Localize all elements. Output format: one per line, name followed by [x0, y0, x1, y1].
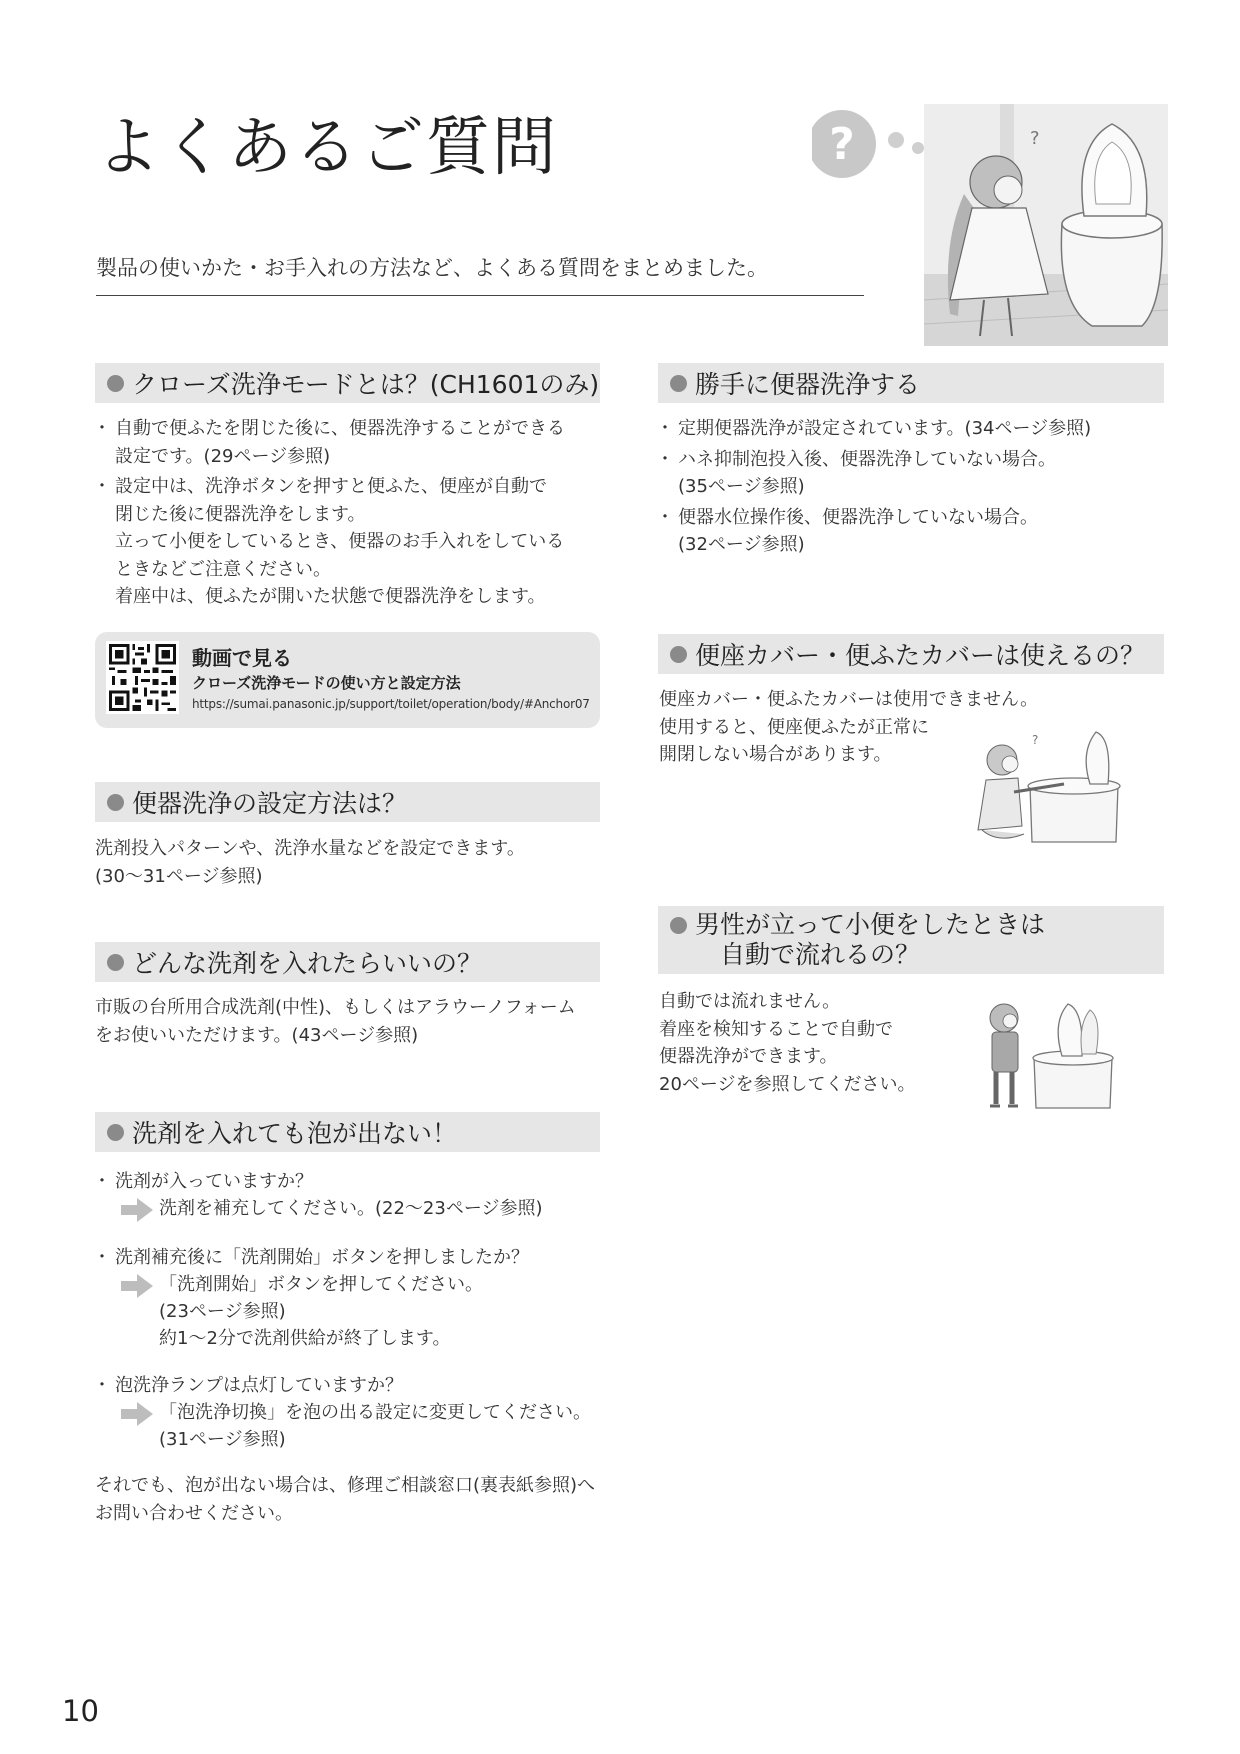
- no-foam-qa-1: ・ 洗剤が入っていますか？ 洗剤を補充してください。(22〜23ページ参照): [97, 1168, 617, 1222]
- section-heading-no-foam: 洗剤を入れても泡が出ない！: [95, 1112, 600, 1152]
- svg-text:?: ?: [1032, 733, 1039, 747]
- list-item: ・ 設定中は、洗浄ボタンを押すと便ふた、便座が自動で 閉じた後に便器洗浄をします。 立って小便をしているとき、便器のお手入れをしている ときなどご注意ください。 着座中は、便ふたが開いた状態で便器洗浄をします。: [97, 473, 617, 611]
- section-heading-standing-urination: 男性が立って小便をしたときは 自動で流れるの？: [658, 906, 1164, 974]
- qr-code-icon[interactable]: [106, 641, 179, 714]
- hero-question-mark: ?: [829, 119, 855, 170]
- section-heading-seat-cover: 便座カバー・便ふたカバーは使えるの？: [658, 634, 1164, 674]
- video-title: 動画で見る: [192, 646, 292, 670]
- bullet-icon: [107, 794, 124, 811]
- video-subtitle: クローズ洗浄モードの使い方と設定方法: [192, 674, 461, 692]
- seat-cover-text: 便座カバー・便ふたカバーは使用できません。 使用すると、便座便ふたが正常に 開閉しない場合があります。: [659, 689, 1039, 765]
- list-item: ・ 自動で便ふたを閉じた後に、便器洗浄することができる 設定です。(29ページ参照): [97, 415, 617, 470]
- svg-text:?: ?: [1030, 128, 1040, 149]
- answer: 「泡洗浄切換」を泡の出る設定に変更してください。 (31ページ参照): [97, 1399, 617, 1453]
- no-foam-qa-3: ・ 泡洗浄ランプは点灯していますか？ 「泡洗浄切換」を泡の出る設定に変更してください。 (31ページ参照): [97, 1372, 617, 1453]
- arrow-right-icon: [119, 1197, 155, 1223]
- arrow-right-icon: [119, 1273, 155, 1299]
- bullet-icon: [670, 646, 687, 663]
- no-foam-qa-2: ・ 洗剤補充後に「洗剤開始」ボタンを押しましたか？ 「洗剤開始」ボタンを押してください。 (23ページ参照) 約1〜2分で洗剤供給が終了します。: [97, 1244, 617, 1352]
- standing-boy-illustration: [978, 996, 1118, 1116]
- no-foam-footer: それでも、泡が出ない場合は、修理ご相談窓口(裏表紙参照)へ お問い合わせください。: [95, 1475, 596, 1524]
- list-item: ・ ハネ抑制泡投入後、便器洗浄していない場合。 (35ページ参照): [660, 446, 1170, 501]
- video-url-link[interactable]: https://sumai.panasonic.jp/support/toilet/operation/body/#Anchor07: [192, 697, 590, 711]
- section-heading-flush-settings: 便器洗浄の設定方法は？: [95, 782, 600, 822]
- page-subtitle: 製品の使いかた・お手入れの方法など、よくある質問をまとめました。: [96, 256, 768, 280]
- bullet-icon: [107, 375, 124, 392]
- hero-illustration: [812, 104, 1168, 346]
- bullet-icon: [107, 1124, 124, 1141]
- title-divider: [96, 295, 864, 296]
- arrow-right-icon: [119, 1401, 155, 1427]
- bullet-icon: [670, 375, 687, 392]
- page-title: よくあるご質問: [96, 111, 558, 185]
- seat-cover-illustration: [968, 730, 1128, 850]
- auto-flush-list: [660, 415, 1170, 559]
- section-heading-detergent-type: どんな洗剤を入れたらいいの？: [95, 942, 600, 982]
- bullet-icon: [107, 954, 124, 971]
- standing-urination-text: 自動では流れません。 着座を検知することで自動で 便器洗浄ができます。 20ページを参照してください。: [659, 991, 916, 1095]
- list-item: ・ 便器水位操作後、便器洗浄していない場合。 (32ページ参照): [660, 504, 1170, 559]
- detergent-type-text: 市販の台所用合成洗剤(中性)、もしくはアラウーノフォーム をお使いいただけます。(43ページ参照): [95, 997, 576, 1046]
- flush-settings-text: 洗剤投入パターンや、洗浄水量などを設定できます。 (30〜31ページ参照): [95, 838, 525, 887]
- answer: 洗剤を補充してください。(22〜23ページ参照): [97, 1195, 617, 1222]
- close-mode-list: [97, 415, 617, 611]
- section-heading-auto-flush: 勝手に便器洗浄する: [658, 363, 1164, 403]
- section-heading-close-mode: クローズ洗浄モードとは？(CH1601のみ): [95, 363, 600, 403]
- bullet-icon: [670, 917, 687, 934]
- answer: 「洗剤開始」ボタンを押してください。 (23ページ参照) 約1〜2分で洗剤供給が終了します。: [97, 1271, 617, 1352]
- page-number: 10: [62, 1694, 99, 1728]
- list-item: ・ 定期便器洗浄が設定されています。(34ページ参照): [660, 415, 1170, 443]
